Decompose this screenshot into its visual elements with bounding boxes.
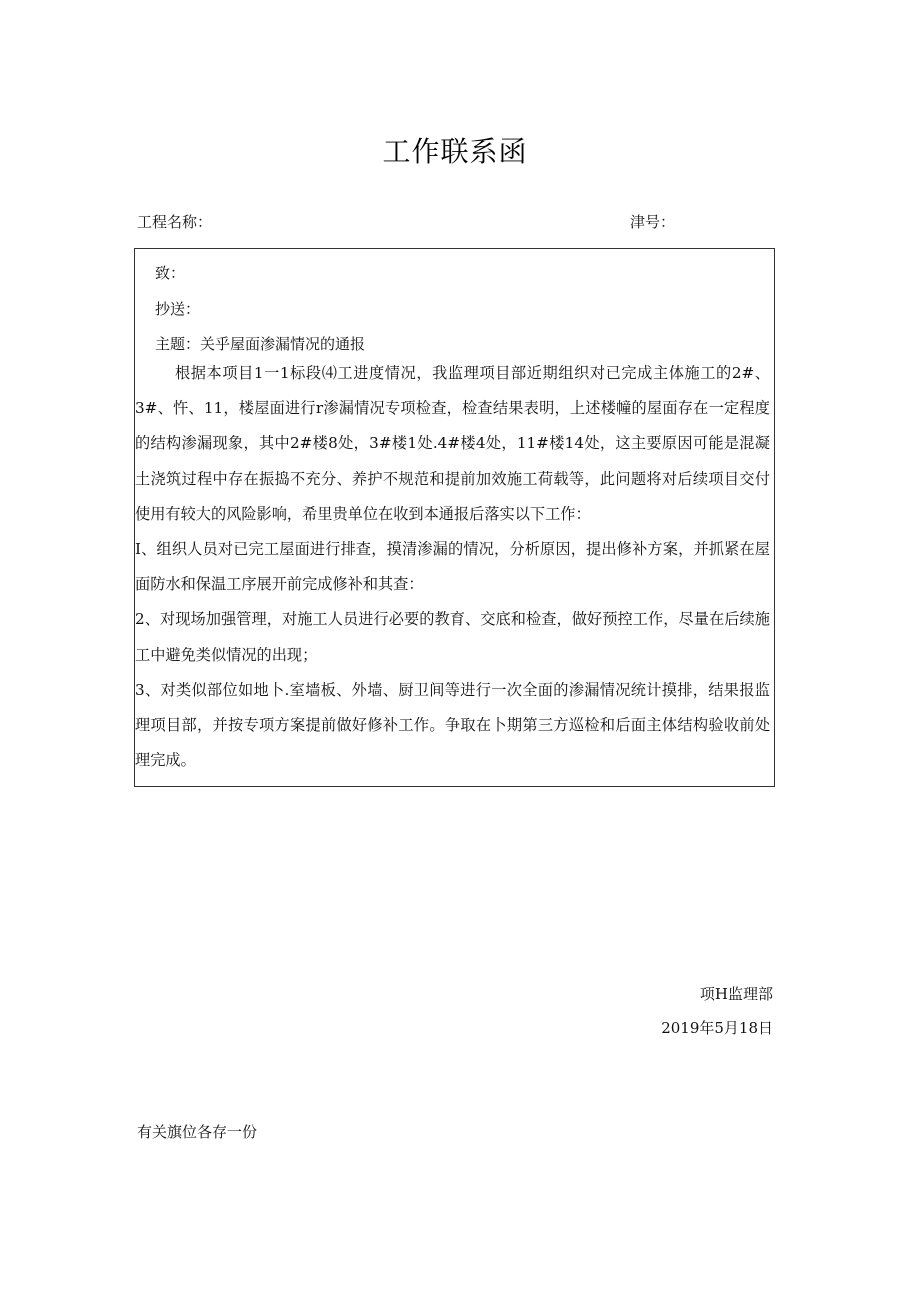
project-name-label: 工程名称：	[137, 213, 213, 231]
cc-label: 抄送：	[155, 300, 201, 318]
letter-content-box	[134, 248, 775, 787]
action-item-1: I、组织人员对已完工屋面进行排查，摸清渗漏的情况，分析原因，提出修补方案，并抓紧在屋面防水和保温工序展开前完成修补和其查：	[135, 540, 770, 594]
signing-date: 2019年5月18日	[661, 1019, 773, 1037]
subject-line: 主题：关乎屋面渗漏情况的通报	[155, 335, 366, 353]
intro-paragraph: 根据本项目1一1标段⑷工进度情况，我监理项目部近期组织对已完成主体施工的2#、3#、忤、11，楼屋面进行r渗漏情况专项检查，检查结果表明，上述楼幢的屋面存在一定程度的结构渗漏现象，其中2#楼8处，3#楼1处.4#楼4处，11#楼14处，这主要原因可能是混凝土浇筑过程中存在振捣不充分、养护不规范和提前加效施工荷载等，此问题将对后续项目交付使用有较大的风险影响，希里贵单位在收到本通报后落实以下工作：	[135, 364, 770, 523]
document-title: 工作联系函	[382, 135, 528, 168]
document-number-label: 津号：	[630, 213, 676, 231]
signing-department: 项H监理部	[699, 985, 773, 1003]
recipient-label: 致：	[155, 264, 186, 282]
distribution-note: 有关旗位各存一份	[137, 1123, 258, 1141]
action-item-2: 2、对现场加强管理，对施工人员进行必要的教育、交底和检查，做好预控工作，尽量在后续施工中避免类似情况的出现；	[135, 610, 770, 664]
letter-body	[135, 356, 774, 778]
action-item-3: 3、对类似部位如地卜.室墙板、外墙、厨卫间等进行一次全面的渗漏情况统计摸排，结果报监理项目部，并按专项方案提前做好修补工作。争取在卜期第三方巡检和后面主体结构验收前处理完成。	[135, 680, 770, 770]
